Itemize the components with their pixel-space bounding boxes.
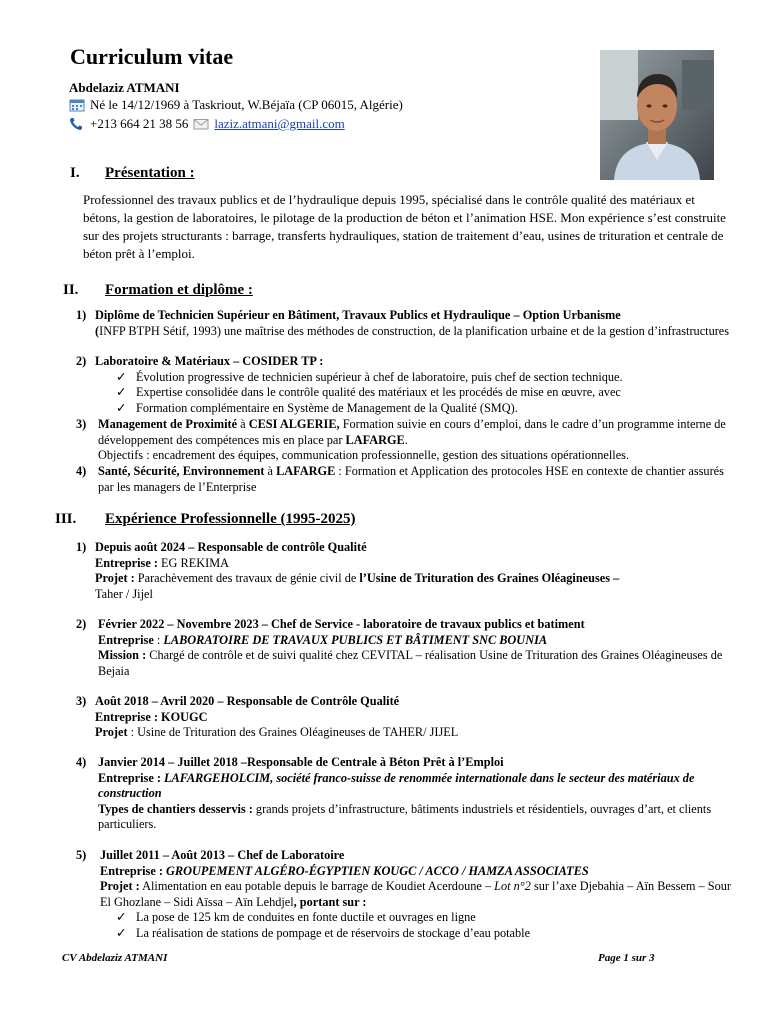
formation-detail: : Formation et Application des protocoles HSE en contexte de chantier assurés par les managers de l’Enterprise [98,464,724,494]
project-highlight: l’Usine de Trituration des Graines Oléagineuses – [359,571,620,585]
section-number: III. [55,511,77,527]
project-text: : Usine de Trituration des Graines Oléagineuses de TAHER/ JIJEL [127,725,459,739]
profile-photo [600,50,714,180]
list-item [116,370,736,386]
formation-connector: à [237,417,249,431]
project-text: Parachèvement des travaux de génie civil de [134,571,360,585]
company-name: LABORATOIRE DE TRAVAUX PUBLICS ET BÂTIMENT SNC BOUNIA [163,632,548,647]
item-number: 2) [76,354,87,368]
formation-detail: Formation suivie en cours d’emploi, dans le cadre d’un programme interne de développement des compétences mis en place par [98,417,726,447]
formation-org: LAFARGE [276,464,336,478]
item-number: 3) [76,694,87,708]
item-number: 1) [76,308,87,322]
phone-icon [69,117,85,131]
formation-title: Management de Proximité [98,417,238,431]
mission-text: Chargé de contrôle et de suivi qualité chez CEVITAL – réalisation Usine de Trituration des Graines Oléagineuses de Bejaia [98,648,723,678]
item-number: 2) [76,617,87,631]
item-number: 4) [76,755,87,769]
project-text: Alimentation en eau potable depuis le barrage de Koudiet Acerdoune – [139,879,495,893]
check-icon: ✓ [116,369,127,384]
formation-bullets [116,370,736,417]
project-scope: , portant sur : [293,894,367,909]
experience-item [76,540,736,602]
list-item [116,910,736,926]
company-label: Entreprise : [100,863,163,878]
formation-paren: ( [95,323,100,338]
experience-item [76,848,736,941]
company-name: EG REKIMA [157,555,230,570]
page-number: Page 1 sur 3 [598,952,655,964]
types-label: Types de chantiers desservis : [98,801,253,816]
project-location: Taher / Jijel [95,586,153,601]
experience-item [76,694,736,741]
experience-title: Depuis août 2024 – Responsable de contrôle Qualité [95,540,367,554]
formation-item [76,354,736,416]
section-number: II. [63,282,79,298]
item-number: 5) [76,848,87,862]
section-number: I. [70,165,80,181]
presentation-paragraph: Professionnel des travaux publics et de l’hydraulique depuis 1995, spécialisé dans le contrôle qualité des matériaux et bétons, la gestion de laboratoires, le pilotage de la production de béton et l’animation HSE. Mon expérience s’est construite sur des projets structurants : barrage, transferts hydrauliques, station de traitement d’eau, usines de trituration et centrale de béton prêt à l’emploi. [83,192,726,261]
formation-detail: INFP BTPH Sétif, 1993) une maîtrise des méthodes de construction, de la planification urbaine et de la gestion d’infrastructures [99,323,730,338]
footer-title: CV Abdelaziz ATMANI [62,952,168,964]
phone-number: +213 664 21 38 56 [90,116,189,131]
company-label: Entreprise : [95,555,158,570]
document-title: Curriculum vitae [70,44,234,69]
envelope-icon [193,117,209,131]
company-name: LAFARGEHOLCIM, société franco-suisse de renommée internationale dans le secteur des matériaux de construction [98,770,695,800]
company-name: GROUPEMENT ALGÉRO-ÉGYPTIEN KOUGC / ACCO / HAMZA ASSOCIATES [162,863,589,878]
contact-info [69,116,345,132]
project-label: Projet [95,725,128,739]
experience-item [76,617,736,679]
calendar-icon [69,98,85,112]
types-text: grands projets d’infrastructure, bâtiments industriels et résidentiels, ouvrages d’art, et clients particuliers. [98,801,712,831]
list-item [116,926,736,942]
company-label: Entreprise [98,632,154,647]
item-number: 1) [76,540,87,554]
candidate-name: Abdelaziz ATMANI [69,80,180,95]
section-formation-heading [63,282,253,299]
company-label: Entreprise : [98,770,161,785]
formation-title: Laboratoire & Matériaux – COSIDER TP : [95,354,324,368]
section-title: Présentation : [105,165,195,181]
bullet-text: La réalisation de stations de pompage et de réservoirs de stockage d’eau potable [136,925,531,940]
formation-item [76,464,736,495]
experience-title: Janvier 2014 – Juillet 2018 –Responsable de Centrale à Béton Prêt à l’Emploi [98,755,504,769]
project-label: Projet : [100,879,140,893]
project-lot: Lot n°2 [494,879,531,893]
bullet-text: Formation complémentaire en Système de Management de la Qualité (SMQ). [136,400,518,415]
section-title: Formation et diplôme : [105,282,253,298]
experience-title: Juillet 2011 – Août 2013 – Chef de Laboratoire [100,848,345,862]
experience-title: Août 2018 – Avril 2020 – Responsable de Contrôle Qualité [95,694,400,708]
formation-org: CESI ALGERIE, [248,417,340,431]
experience-title: Février 2022 – Novembre 2023 – Chef de Service - laboratoire de travaux publics et batiment [98,617,585,631]
check-icon: ✓ [116,385,127,399]
formation-period: . [404,432,408,447]
section-title: Expérience Professionnelle (1995-2025) [105,511,356,527]
list-item [116,401,736,417]
list-item [116,385,736,401]
experience-item [76,755,736,833]
formation-objectives: Objectifs : encadrement des équipes, communication professionnelle, gestion des situations opérationnelles. [98,448,630,462]
item-number: 3) [76,417,87,431]
formation-item [76,417,736,464]
project-route: sur l’axe Djebahia – Aïn Bessem – Sour El Ghozlane – Sidi Aïssa – Aïn Lehdjel [100,879,732,909]
birth-text: Né le 14/12/1969 à Taskriout, W.Béjaïa (CP 06015, Algérie) [90,97,403,112]
formation-item [76,308,736,339]
email-link[interactable]: laziz.atmani@gmail.com [214,116,345,131]
check-icon: ✓ [116,925,127,940]
formation-title: Diplôme de Technicien Supérieur en Bâtiment, Travaux Publics et Hydraulique – Option Urbanisme [95,308,621,322]
item-number: 4) [76,464,87,478]
formation-sponsor: LAFARGE [345,432,405,447]
section-experience-heading [55,511,356,528]
formation-title: Santé, Sécurité, Environnement [98,464,265,478]
bullet-text: Expertise consolidée dans le contrôle qualité des matériaux et les procédés de mise en œuvre, avec [136,385,621,399]
birth-info [69,97,403,113]
bullet-text: Évolution progressive de technicien supérieur à chef de laboratoire, puis chef de section technique. [136,369,623,384]
check-icon: ✓ [116,400,127,415]
formation-connector: à [264,464,277,478]
project-label: Projet : [95,571,135,585]
mission-label: Mission : [98,648,147,662]
bullet-text: La pose de 125 km de conduites en fonte ductile et ouvrages en ligne [136,910,476,924]
company-label: Entreprise : KOUGC [95,709,208,724]
section-presentation-heading [70,165,195,182]
check-icon: ✓ [116,910,127,924]
company-separator: : [153,632,164,647]
experience-bullets [116,910,736,941]
